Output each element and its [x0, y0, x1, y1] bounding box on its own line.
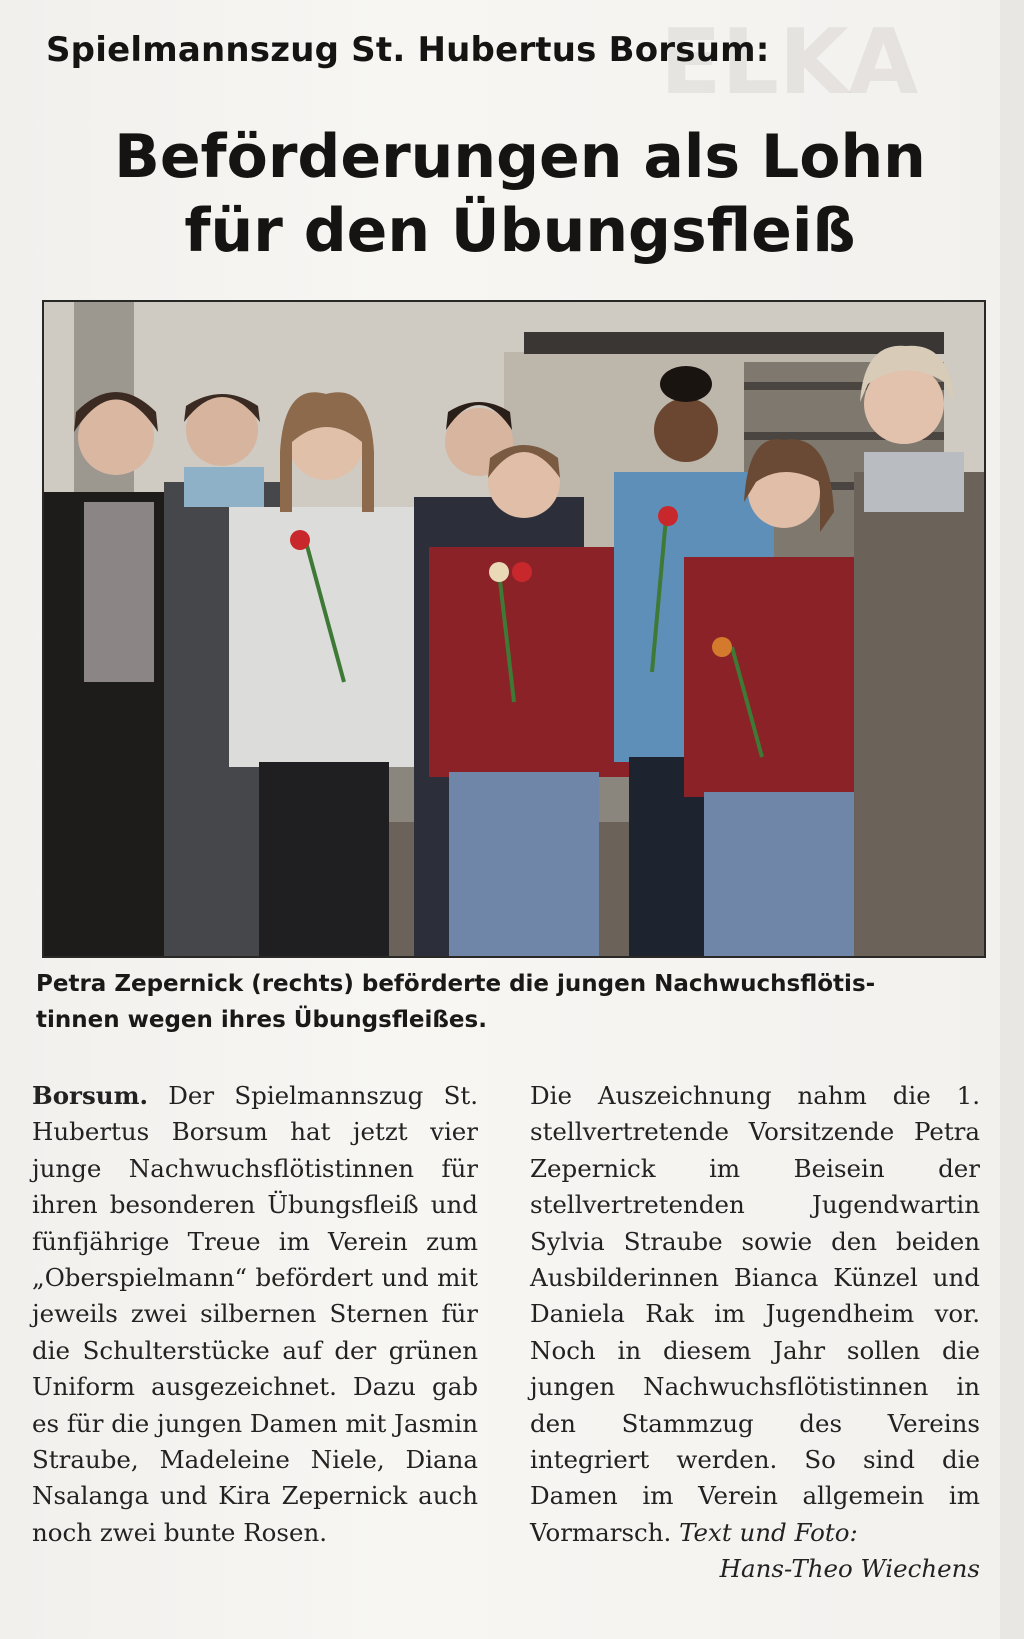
headline-line-2: für den Übungsfleiß — [184, 196, 856, 266]
photo-caption — [36, 966, 991, 1038]
article-column-right — [530, 1078, 980, 1588]
dateline: Borsum. — [32, 1081, 149, 1110]
group-photo-image — [44, 302, 984, 956]
credit-author: Hans-Theo Wiechens — [719, 1554, 980, 1584]
kicker: Spielmannszug St. Hubertus Borsum: — [46, 30, 770, 70]
group-photo — [42, 300, 986, 958]
body-paragraph-2: Die Auszeichnung nahm die 1. stellvertretende Vorsitzende Petra Zepernick im Beisein der stellvertretenden Jugendwartin Sylvia Straube sowie den beiden Ausbilderinnen Bianca Künzel und Daniela Rak im Jugendheim vor. Noch in diesem Jahr sollen die jungen Nachwuchsflötistinnen in den Stammzug des Vereins integriert werden. So sind die Damen im Verein allgemein im Vormarsch. — [530, 1081, 980, 1547]
credit-label: Text und Foto: — [679, 1517, 858, 1547]
body-paragraph-1: Der Spielmannszug St. Hubertus Borsum hat jetzt vier junge Nachwuchsflötistinnen für ihren besonderen Übungsfleiß und fünfjährige Treue im Verein zum „Oberspielmann“ befördert und mit jeweils zwei silbernen Sternen für die Schulterstücke auf der grünen Uniform ausgezeichnet. Dazu gab es für die jungen Damen mit Jasmin Straube, Madeleine Niele, Diana Nsalanga und Kira Zepernick auch noch zwei bunte Rosen. — [32, 1081, 479, 1547]
caption-line-2: tinnen wegen ihres Übungsfleißes. — [36, 1007, 487, 1033]
headline-line-1: Beförderungen als Lohn — [114, 122, 926, 192]
article-column-left — [32, 1078, 478, 1551]
caption-line-1: Petra Zepernick (rechts) beförderte die jungen Nachwuchsflötis- — [36, 971, 876, 997]
bleed-through-text: ELKA — [660, 10, 919, 115]
headline — [40, 120, 1000, 268]
